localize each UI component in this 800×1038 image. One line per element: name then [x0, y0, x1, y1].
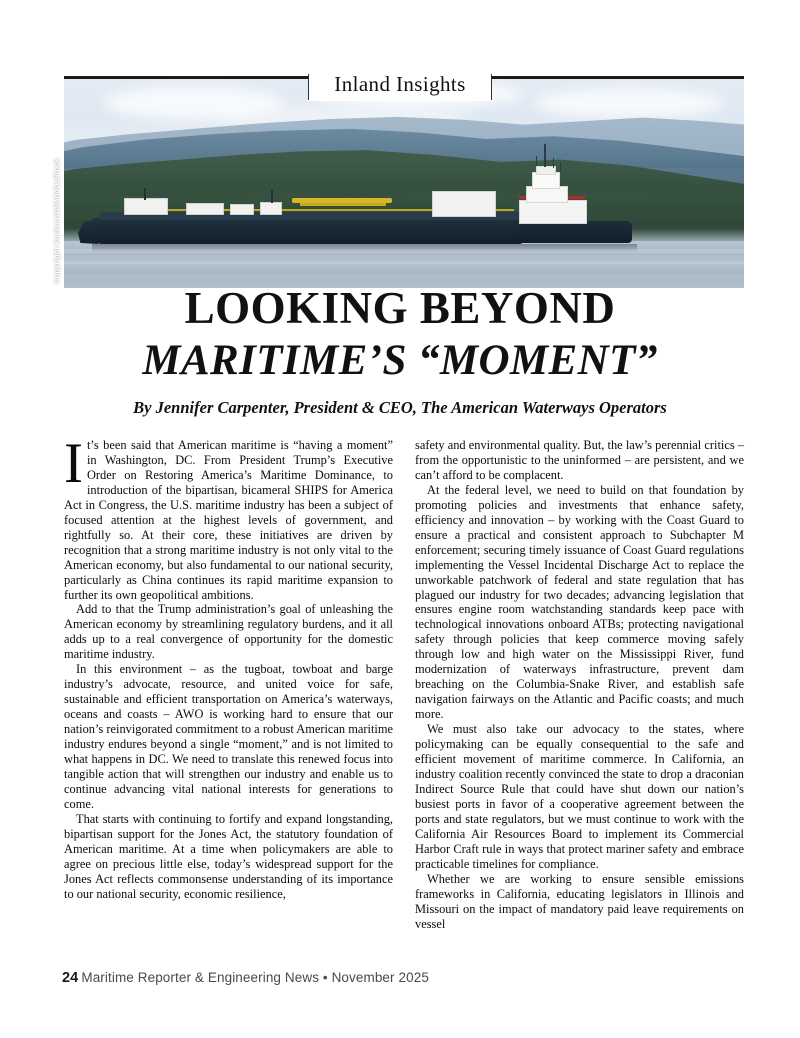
article-body	[64, 432, 744, 948]
headline-line-1: LOOKING BEYOND	[184, 283, 616, 333]
paragraph: At the federal level, we need to build on that foundation by promoting policies and investments that enhance safety, efficiency and innovation – by working with the Coast Guard to ensure a practical and consistent approach to Subchapter M enforcement; securing timely issuance of Coast Guard regulations implementing the Vessel Incidental Discharge Act to replace the unworkable patchwork of federal and state regulation that has plagued our industry for two decades; advancing legislation that ensures engine room watchstanding standards keep pace with technological innovations onboard ATBs; protecting navigational safety through policies that keep commerce moving safely through low and high water on the Mississippi River, fund modernization of waterways infrastructure, prevent dam breaching on the Columbia-Snake River, and establish safe navigation fairways on the Atlantic and Pacific coasts; and much more.	[415, 482, 744, 722]
photo-credit-text: Copyright knelson20/AdobeStock	[52, 157, 61, 284]
water-band	[64, 274, 744, 279]
tug-hull	[514, 221, 632, 243]
section-kicker-wrap	[0, 70, 800, 101]
paragraph: In this environment – as the tugboat, towboat and barge industry’s advocate, resource, and united voice for safe, sustainable and efficient transportation on America’s waterways, oceans and coasts – AWO is working hard to ensure that our nation’s reinvigorated commitment to a robust American maritime industry endures beyond a single “moment,” and is not limited to what happens in DC. We need to translate this renewed focus into tangible action that will strengthen our industry and enable us to continue advancing vital national interests for generations to come.	[64, 662, 393, 811]
tug-antenna	[560, 162, 561, 172]
deck-crane-boom	[300, 203, 386, 206]
right-column	[415, 438, 744, 948]
deck-structure	[230, 204, 254, 215]
page-number: 24	[62, 970, 79, 986]
paragraph: Add to that the Trump administration’s goal of unleashing the American economy by streamlining regulatory burdens, and it all adds up to a real convergence of opportunity for the domestic maritime industry.	[64, 602, 393, 662]
tug-antenna	[553, 158, 554, 168]
deck-structure	[186, 203, 224, 215]
hero-photo	[64, 78, 744, 288]
section-kicker: Inland Insights	[308, 70, 491, 101]
photo-credit	[52, 0, 61, 284]
paragraph: We must also take our advocacy to the states, where policymaking can be equally consequential to the safe and efficient movement of maritime commerce. In California, an industry coalition recently convinced the state to drop a draconian Indirect Source Rule that could have shut down our nation’s busiest ports in favor of a cooperative agreement between the ports and state regulators, but we must continue to work with the California Air Resources Board to implement its Commercial Harbor Craft rule in ways that protect mariner safety and embrace practicable timelines for compliance.	[415, 722, 744, 871]
page-footer	[62, 970, 429, 986]
left-column	[64, 432, 393, 948]
deck-structure	[260, 202, 282, 215]
article-byline: By Jennifer Carpenter, President & CEO, The American Waterways Operators	[133, 398, 667, 417]
vessel-reflection	[92, 244, 637, 252]
water-band	[64, 261, 744, 264]
paragraph: It’s been said that American maritime is “having a moment” in Washington, DC. From President Trump’s Executive Order on Restoring America’s Maritime Dominance, to introduction of the bipartisan, bicameral SHIPS for America Act in Congress, the U.S. maritime industry has been a subject of focused attention at the highest levels of government, and rightfully so. At their core, these initiatives are driven by recognition that a strong maritime industry is not only vital to the American economy, but also fundamental to our national security, particularly as China continues its rapid maritime expansion to further its own geopolitical ambitions.	[64, 432, 393, 602]
deck-structure	[432, 191, 496, 217]
paragraph: That starts with continuing to fortify and expand longstanding, bipartisan support for the Jones Act, the statutory foundation of American maritime. At a time when policymakers are able to agree on precious little else, today’s widespread support for the Jones Act reflects commonsense understanding of its importance to our national security, economic resilience,	[64, 811, 393, 901]
tug-superstructure	[519, 200, 587, 224]
publication-line: Maritime Reporter & Engineering News • November 2025	[81, 970, 429, 985]
barge-mast	[271, 190, 273, 203]
paragraph: safety and environmental quality. But, the law’s perennial critics – from the opportunistic to the uninformed – are persistent, and we can’t afford to be complacent.	[415, 438, 744, 482]
barge-mast	[144, 188, 146, 200]
tug-antenna	[536, 156, 537, 166]
barge-hull	[92, 218, 522, 244]
deck-structure	[124, 198, 168, 215]
tug-mast	[544, 144, 546, 167]
headline-line-2: MARITIME’S “MOMENT”	[142, 337, 658, 384]
paragraph: Whether we are working to ensure sensible emissions frameworks in California, educating legislators in Illinois and Missouri on the impact of mandatory paid leave requirements on vessel	[415, 871, 744, 931]
